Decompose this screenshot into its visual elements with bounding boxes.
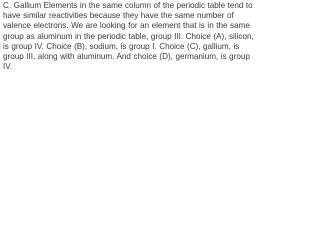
answer-explanation-text: C. Gallium Elements in the same column of the periodic table tend to have similar reactivities because they have the same number of valence electrons. We are looking for an element that is in the same group as aluminum in the periodic table, group III. Choice (A), silicon, is group IV. Choice (B), sodium, is group I. Choice (C), gallium, is group III, along with aluminum. And choice (D), germanium, is group IV. xyxy=(3,1,254,72)
